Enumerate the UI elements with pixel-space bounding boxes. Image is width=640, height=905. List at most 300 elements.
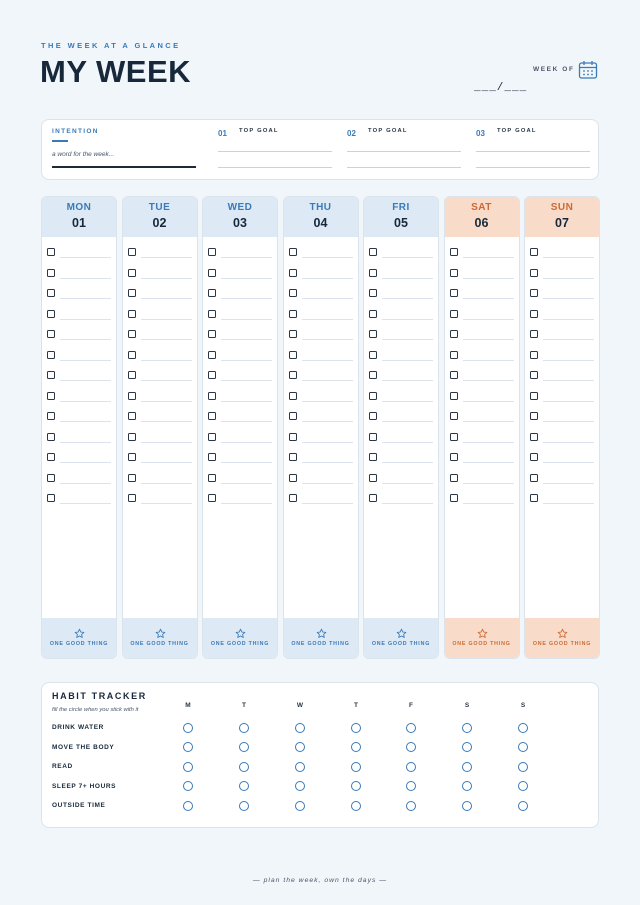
task-line[interactable] <box>60 339 111 340</box>
task-checkbox[interactable] <box>369 269 377 277</box>
task-checkbox[interactable] <box>530 351 538 359</box>
task-checkbox[interactable] <box>530 474 538 482</box>
task-row <box>47 310 113 322</box>
task-checkbox[interactable] <box>450 453 458 461</box>
task-checkbox[interactable] <box>289 269 297 277</box>
task-row <box>369 392 435 404</box>
task-line[interactable] <box>543 298 594 299</box>
task-checkbox[interactable] <box>208 412 216 420</box>
task-checkbox[interactable] <box>47 289 55 297</box>
habit-circle[interactable] <box>183 723 193 733</box>
task-line[interactable] <box>463 503 514 504</box>
day-number: 06 <box>474 216 489 230</box>
task-checkbox[interactable] <box>530 433 538 441</box>
task-checkbox[interactable] <box>369 453 377 461</box>
task-line[interactable] <box>382 462 433 463</box>
task-checkbox[interactable] <box>369 474 377 482</box>
task-checkbox[interactable] <box>208 351 216 359</box>
task-checkbox[interactable] <box>450 330 458 338</box>
task-row <box>450 371 516 383</box>
task-line[interactable] <box>302 278 353 279</box>
task-checkbox[interactable] <box>128 433 136 441</box>
goal-line <box>218 167 332 168</box>
task-checkbox[interactable] <box>289 453 297 461</box>
task-line[interactable] <box>302 339 353 340</box>
task-checkbox[interactable] <box>369 433 377 441</box>
task-checkbox[interactable] <box>208 371 216 379</box>
task-line[interactable] <box>543 462 594 463</box>
task-row <box>450 392 516 404</box>
task-checkbox[interactable] <box>450 351 458 359</box>
task-checkbox[interactable] <box>128 248 136 256</box>
habit-name: MOVE THE BODY <box>52 743 115 751</box>
task-line[interactable] <box>382 257 433 258</box>
habit-circle[interactable] <box>406 762 416 772</box>
task-row <box>450 248 516 260</box>
task-checkbox[interactable] <box>530 371 538 379</box>
task-line[interactable] <box>221 442 272 443</box>
task-checkbox[interactable] <box>289 330 297 338</box>
task-checkbox[interactable] <box>208 330 216 338</box>
task-line[interactable] <box>463 360 514 361</box>
task-checkbox[interactable] <box>208 433 216 441</box>
task-checkbox[interactable] <box>530 330 538 338</box>
task-row <box>289 392 355 404</box>
habit-circle[interactable] <box>239 781 249 791</box>
task-line[interactable] <box>543 319 594 320</box>
task-line[interactable] <box>221 483 272 484</box>
task-row <box>450 351 516 363</box>
week-of-label: WEEK OF <box>533 66 575 73</box>
one-good-thing[interactable] <box>203 618 277 658</box>
task-line[interactable] <box>302 483 353 484</box>
task-checkbox[interactable] <box>128 474 136 482</box>
task-line[interactable] <box>463 319 514 320</box>
habit-circle[interactable] <box>462 723 472 733</box>
task-checkbox[interactable] <box>369 351 377 359</box>
task-line[interactable] <box>543 339 594 340</box>
task-line[interactable] <box>302 401 353 402</box>
page-title: MY WEEK <box>40 54 192 89</box>
task-line[interactable] <box>382 401 433 402</box>
task-line[interactable] <box>463 462 514 463</box>
day-number: 03 <box>233 216 247 230</box>
task-line[interactable] <box>382 380 433 381</box>
habit-circle[interactable] <box>295 723 305 733</box>
task-checkbox[interactable] <box>289 371 297 379</box>
habit-circle[interactable] <box>295 762 305 772</box>
task-checkbox[interactable] <box>530 453 538 461</box>
task-checkbox[interactable] <box>369 371 377 379</box>
task-checkbox[interactable] <box>128 412 136 420</box>
task-checkbox[interactable] <box>369 494 377 502</box>
task-row <box>369 453 435 465</box>
intention-underline <box>52 166 196 168</box>
task-line[interactable] <box>302 360 353 361</box>
task-checkbox[interactable] <box>47 494 55 502</box>
task-row <box>208 310 274 322</box>
task-checkbox[interactable] <box>289 433 297 441</box>
task-checkbox[interactable] <box>289 392 297 400</box>
one-good-thing[interactable] <box>364 618 438 658</box>
habit-circle[interactable] <box>351 723 361 733</box>
task-row <box>450 433 516 445</box>
task-line[interactable] <box>543 421 594 422</box>
task-row <box>208 351 274 363</box>
task-row <box>450 330 516 342</box>
one-good-thing[interactable] <box>445 618 519 658</box>
one-good-thing[interactable] <box>123 618 197 658</box>
task-checkbox[interactable] <box>208 269 216 277</box>
task-line[interactable] <box>302 503 353 504</box>
task-row <box>530 494 596 506</box>
task-row <box>289 412 355 424</box>
task-line[interactable] <box>221 278 272 279</box>
task-checkbox[interactable] <box>530 494 538 502</box>
task-line[interactable] <box>60 360 111 361</box>
task-row <box>289 330 355 342</box>
task-checkbox[interactable] <box>450 269 458 277</box>
habit-circle[interactable] <box>239 801 249 811</box>
habit-circle[interactable] <box>406 801 416 811</box>
task-line[interactable] <box>382 298 433 299</box>
habit-circle[interactable] <box>351 781 361 791</box>
habit-circle[interactable] <box>406 723 416 733</box>
task-row <box>369 433 435 445</box>
task-line[interactable] <box>60 483 111 484</box>
day-header <box>525 197 599 237</box>
task-row <box>289 289 355 301</box>
task-checkbox[interactable] <box>47 269 55 277</box>
task-checkbox[interactable] <box>530 248 538 256</box>
task-checkbox[interactable] <box>128 371 136 379</box>
task-row <box>530 474 596 486</box>
task-line[interactable] <box>141 319 192 320</box>
task-checkbox[interactable] <box>450 248 458 256</box>
task-line[interactable] <box>543 360 594 361</box>
task-line[interactable] <box>141 339 192 340</box>
task-line[interactable] <box>463 380 514 381</box>
task-row <box>530 371 596 383</box>
task-checkbox[interactable] <box>128 453 136 461</box>
task-line[interactable] <box>141 401 192 402</box>
task-line[interactable] <box>382 483 433 484</box>
habit-circle[interactable] <box>183 742 193 752</box>
task-checkbox[interactable] <box>450 289 458 297</box>
task-line[interactable] <box>543 442 594 443</box>
task-row <box>450 289 516 301</box>
habit-day-letter: W <box>296 702 304 709</box>
task-checkbox[interactable] <box>450 392 458 400</box>
task-checkbox[interactable] <box>369 330 377 338</box>
task-row <box>289 433 355 445</box>
habit-circle[interactable] <box>295 781 305 791</box>
habit-circle[interactable] <box>462 742 472 752</box>
task-line[interactable] <box>60 380 111 381</box>
task-line[interactable] <box>463 401 514 402</box>
task-checkbox[interactable] <box>208 474 216 482</box>
habit-circle[interactable] <box>518 801 528 811</box>
habit-circle[interactable] <box>462 801 472 811</box>
day-column-wed <box>202 196 278 659</box>
task-checkbox[interactable] <box>450 494 458 502</box>
task-checkbox[interactable] <box>47 433 55 441</box>
habit-circle[interactable] <box>239 742 249 752</box>
one-good-thing-label: ONE GOOD THING <box>130 641 189 647</box>
task-row <box>128 494 194 506</box>
goal-line <box>476 167 590 168</box>
task-checkbox[interactable] <box>47 412 55 420</box>
day-header <box>445 197 519 237</box>
task-checkbox[interactable] <box>47 330 55 338</box>
task-checkbox[interactable] <box>208 248 216 256</box>
day-number: 01 <box>72 216 86 230</box>
task-row <box>47 248 113 260</box>
intention-input[interactable]: a word for the week... <box>52 151 115 158</box>
task-row <box>208 494 274 506</box>
task-checkbox[interactable] <box>128 269 136 277</box>
task-checkbox[interactable] <box>128 351 136 359</box>
day-name: TUE <box>148 202 171 213</box>
day-name: MON <box>66 202 92 213</box>
task-checkbox[interactable] <box>450 371 458 379</box>
task-line[interactable] <box>463 298 514 299</box>
task-row <box>128 351 194 363</box>
task-line[interactable] <box>221 257 272 258</box>
task-checkbox[interactable] <box>369 289 377 297</box>
habit-circle[interactable] <box>239 723 249 733</box>
task-line[interactable] <box>141 442 192 443</box>
task-checkbox[interactable] <box>47 248 55 256</box>
one-good-thing[interactable] <box>284 618 358 658</box>
habit-circle[interactable] <box>518 742 528 752</box>
task-line[interactable] <box>543 503 594 504</box>
habit-circle[interactable] <box>462 781 472 791</box>
task-line[interactable] <box>221 298 272 299</box>
task-row <box>208 289 274 301</box>
task-line[interactable] <box>60 278 111 279</box>
task-checkbox[interactable] <box>208 392 216 400</box>
task-line[interactable] <box>382 360 433 361</box>
task-row <box>208 392 274 404</box>
task-checkbox[interactable] <box>128 392 136 400</box>
task-line[interactable] <box>221 503 272 504</box>
task-checkbox[interactable] <box>289 412 297 420</box>
task-checkbox[interactable] <box>450 474 458 482</box>
task-line[interactable] <box>141 380 192 381</box>
task-line[interactable] <box>302 462 353 463</box>
day-number: 04 <box>313 216 328 230</box>
task-line[interactable] <box>60 257 111 258</box>
one-good-thing-label: ONE GOOD THING <box>49 641 109 647</box>
task-row <box>289 371 355 383</box>
task-line[interactable] <box>463 483 514 484</box>
task-checkbox[interactable] <box>128 289 136 297</box>
task-checkbox[interactable] <box>530 412 538 420</box>
task-line[interactable] <box>60 421 111 422</box>
task-line[interactable] <box>221 421 272 422</box>
task-line[interactable] <box>543 401 594 402</box>
task-checkbox[interactable] <box>369 412 377 420</box>
goal-number: 01 <box>218 129 227 138</box>
habit-circle[interactable] <box>518 762 528 772</box>
task-line[interactable] <box>302 421 353 422</box>
habit-circle[interactable] <box>518 781 528 791</box>
task-checkbox[interactable] <box>208 289 216 297</box>
task-line[interactable] <box>60 442 111 443</box>
day-name: WED <box>227 202 253 213</box>
task-row <box>530 453 596 465</box>
task-checkbox[interactable] <box>289 474 297 482</box>
task-row <box>369 269 435 281</box>
habit-circle[interactable] <box>406 742 416 752</box>
task-row <box>530 248 596 260</box>
task-checkbox[interactable] <box>128 310 136 318</box>
task-line[interactable] <box>141 462 192 463</box>
habit-day-letter: S <box>520 702 526 709</box>
task-checkbox[interactable] <box>369 310 377 318</box>
task-checkbox[interactable] <box>289 351 297 359</box>
task-checkbox[interactable] <box>289 310 297 318</box>
task-row <box>208 412 274 424</box>
task-line[interactable] <box>463 278 514 279</box>
day-column-thu <box>283 196 359 659</box>
task-line[interactable] <box>141 503 192 504</box>
habit-day-letter: S <box>464 702 470 709</box>
task-checkbox[interactable] <box>530 269 538 277</box>
task-line[interactable] <box>382 278 433 279</box>
task-line[interactable] <box>543 257 594 258</box>
task-checkbox[interactable] <box>47 310 55 318</box>
task-line[interactable] <box>382 339 433 340</box>
task-checkbox[interactable] <box>128 330 136 338</box>
task-line[interactable] <box>463 421 514 422</box>
habit-circle[interactable] <box>351 762 361 772</box>
task-line[interactable] <box>382 421 433 422</box>
task-checkbox[interactable] <box>128 494 136 502</box>
task-line[interactable] <box>141 483 192 484</box>
task-line[interactable] <box>543 380 594 381</box>
task-line[interactable] <box>221 380 272 381</box>
task-checkbox[interactable] <box>450 310 458 318</box>
habit-title: HABIT TRACKER <box>52 691 147 701</box>
task-row <box>289 310 355 322</box>
task-row <box>369 351 435 363</box>
task-line[interactable] <box>221 319 272 320</box>
goal-label: TOP GOAL <box>368 128 408 134</box>
habit-circle[interactable] <box>351 742 361 752</box>
task-line[interactable] <box>221 462 272 463</box>
task-line[interactable] <box>221 401 272 402</box>
habit-circle[interactable] <box>183 762 193 772</box>
task-line[interactable] <box>463 257 514 258</box>
task-checkbox[interactable] <box>450 412 458 420</box>
task-checkbox[interactable] <box>47 371 55 379</box>
task-checkbox[interactable] <box>530 310 538 318</box>
task-row <box>128 269 194 281</box>
task-line[interactable] <box>302 319 353 320</box>
habit-circle[interactable] <box>351 801 361 811</box>
task-line[interactable] <box>60 503 111 504</box>
habit-subtitle: fill the circle when you stick with it <box>52 707 139 713</box>
task-checkbox[interactable] <box>47 351 55 359</box>
habit-circle[interactable] <box>183 781 193 791</box>
task-checkbox[interactable] <box>530 392 538 400</box>
habit-circle[interactable] <box>295 801 305 811</box>
task-line[interactable] <box>141 298 192 299</box>
habit-circle[interactable] <box>183 801 193 811</box>
one-good-thing[interactable] <box>525 618 599 658</box>
task-checkbox[interactable] <box>530 289 538 297</box>
week-date-field[interactable]: ___/___ <box>474 82 528 94</box>
habit-circle[interactable] <box>462 762 472 772</box>
habit-circle[interactable] <box>239 762 249 772</box>
one-good-thing[interactable] <box>42 618 116 658</box>
task-line[interactable] <box>60 298 111 299</box>
task-line[interactable] <box>60 462 111 463</box>
task-line[interactable] <box>141 257 192 258</box>
task-checkbox[interactable] <box>289 289 297 297</box>
task-row <box>47 269 113 281</box>
task-line[interactable] <box>141 278 192 279</box>
task-line[interactable] <box>60 319 111 320</box>
task-line[interactable] <box>302 380 353 381</box>
habit-circle[interactable] <box>295 742 305 752</box>
task-line[interactable] <box>543 278 594 279</box>
task-checkbox[interactable] <box>208 453 216 461</box>
task-row <box>289 248 355 260</box>
task-row <box>530 289 596 301</box>
task-checkbox[interactable] <box>47 392 55 400</box>
task-line[interactable] <box>382 442 433 443</box>
habit-name: OUTSIDE TIME <box>52 802 106 809</box>
habit-circle[interactable] <box>518 723 528 733</box>
task-row <box>369 494 435 506</box>
task-line[interactable] <box>543 483 594 484</box>
task-row <box>47 494 113 506</box>
habit-circle[interactable] <box>406 781 416 791</box>
task-line[interactable] <box>221 339 272 340</box>
task-line[interactable] <box>463 442 514 443</box>
task-line[interactable] <box>302 257 353 258</box>
task-line[interactable] <box>302 442 353 443</box>
task-checkbox[interactable] <box>450 433 458 441</box>
task-row <box>369 248 435 260</box>
task-line[interactable] <box>382 503 433 504</box>
task-checkbox[interactable] <box>289 248 297 256</box>
task-checkbox[interactable] <box>289 494 297 502</box>
task-line[interactable] <box>221 360 272 361</box>
task-checkbox[interactable] <box>369 392 377 400</box>
task-line[interactable] <box>141 421 192 422</box>
task-checkbox[interactable] <box>47 453 55 461</box>
task-row <box>530 433 596 445</box>
day-column-sun <box>524 196 600 659</box>
task-row <box>369 310 435 322</box>
day-header <box>364 197 438 237</box>
task-line[interactable] <box>141 360 192 361</box>
task-line[interactable] <box>463 339 514 340</box>
task-line[interactable] <box>302 298 353 299</box>
task-line[interactable] <box>382 319 433 320</box>
task-line[interactable] <box>60 401 111 402</box>
task-row <box>289 474 355 486</box>
task-checkbox[interactable] <box>47 474 55 482</box>
task-checkbox[interactable] <box>208 310 216 318</box>
task-checkbox[interactable] <box>369 248 377 256</box>
task-checkbox[interactable] <box>208 494 216 502</box>
day-name: FRI <box>392 202 410 213</box>
